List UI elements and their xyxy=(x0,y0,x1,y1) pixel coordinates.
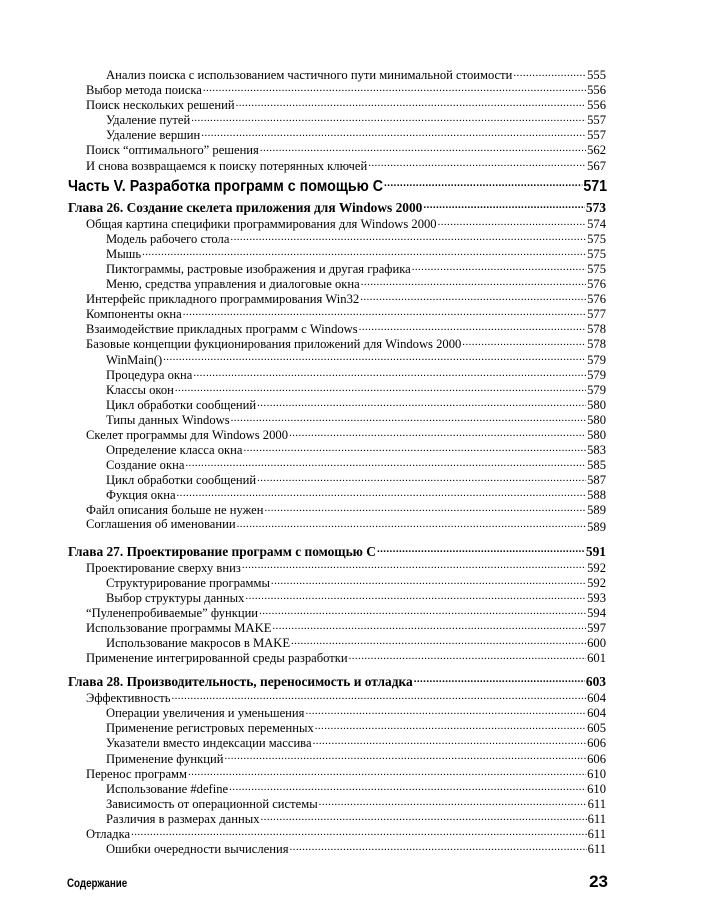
entry-page-number: 587 xyxy=(587,473,606,488)
entry-page-number: 597 xyxy=(587,620,606,635)
dot-leader xyxy=(201,129,586,139)
toc-entry[interactable] xyxy=(86,113,606,128)
entry-title: Взаимодействие прикладных программ с Windows xyxy=(86,322,358,337)
page-footer xyxy=(67,872,608,892)
entry-page-number: 583 xyxy=(587,443,606,458)
entry-title: Проектирование сверху вниз xyxy=(86,560,241,575)
entry-page-number: 594 xyxy=(587,605,606,620)
toc-entry[interactable] xyxy=(86,736,606,751)
entry-title: Определение класса окна xyxy=(106,443,243,458)
entry-title: Использование программы MAKE xyxy=(86,620,272,635)
entry-page-number: 585 xyxy=(587,458,606,473)
entry-page-number: 574 xyxy=(587,216,606,231)
dot-leader xyxy=(377,546,585,556)
toc-entry[interactable] xyxy=(86,383,606,398)
entry-page-number: 603 xyxy=(585,674,606,690)
entry-title: Поиск “оптимального” решения xyxy=(86,143,259,158)
toc-entry[interactable] xyxy=(86,98,606,113)
entry-title: Цикл обработки сообщений xyxy=(106,397,257,412)
entry-title: Модель рабочего стола xyxy=(106,231,230,246)
entry-title: Классы окон xyxy=(106,382,174,397)
entry-title: Анализ поиска с использованием частичного пути минимальной стоимости xyxy=(106,68,513,82)
entry-title: Перенос программ xyxy=(86,766,187,781)
toc-entry[interactable] xyxy=(86,368,606,383)
entry-page-number: 575 xyxy=(587,246,606,261)
entry-title: Процедура окна xyxy=(106,367,193,382)
toc-chapter-heading[interactable] xyxy=(68,199,606,217)
entry-title: Применение функций xyxy=(106,751,224,766)
entry-page-number: 567 xyxy=(587,158,606,173)
entry-title: Цикл обработки сообщений xyxy=(106,473,257,488)
dot-leader xyxy=(271,577,586,587)
entry-page-number: 591 xyxy=(585,543,606,559)
entry-title: Использование #define xyxy=(106,781,229,796)
toc-entry[interactable] xyxy=(86,621,606,636)
toc-entry[interactable] xyxy=(86,782,606,797)
toc-entry[interactable] xyxy=(86,752,606,767)
toc-entry[interactable] xyxy=(86,292,606,307)
entry-title: Меню, средства управления и диалоговые окна xyxy=(106,277,360,292)
entry-page-number: 576 xyxy=(587,277,606,292)
entry-page-number: 579 xyxy=(587,382,606,397)
dot-leader xyxy=(183,308,586,318)
entry-title: Базовые концепции фукционирования приложений для Windows 2000 xyxy=(86,337,462,352)
entry-title: Глава 28. Производительность, переносимость и отладка xyxy=(68,674,413,690)
toc-entry[interactable] xyxy=(86,842,606,857)
entry-title: Общая картина специфики программирования для Windows 2000 xyxy=(86,216,437,231)
dot-leader xyxy=(261,813,587,823)
toc-entry[interactable] xyxy=(86,413,606,428)
dot-leader xyxy=(412,263,586,273)
dot-leader xyxy=(193,369,586,379)
toc-entry[interactable] xyxy=(86,128,606,143)
toc-entry[interactable] xyxy=(86,812,606,827)
entry-page-number: 579 xyxy=(587,367,606,382)
toc-entry[interactable] xyxy=(86,262,606,277)
entry-page-number: 577 xyxy=(587,307,606,322)
dot-leader xyxy=(272,622,586,632)
dot-leader xyxy=(384,181,582,191)
entry-title: Типы данных Windows xyxy=(106,412,230,427)
entry-page-number: 611 xyxy=(587,842,606,857)
dot-leader xyxy=(177,489,587,499)
toc-entry[interactable] xyxy=(86,322,606,337)
entry-title: Эффективность xyxy=(86,691,171,706)
entry-title: Файл описания больше не нужен xyxy=(86,503,264,518)
entry-page-number: 601 xyxy=(587,651,606,666)
toc-entry[interactable] xyxy=(86,721,606,736)
entry-title: Выбор структуры данных xyxy=(106,590,245,605)
entry-page-number: 605 xyxy=(587,721,606,736)
dot-leader xyxy=(245,592,586,602)
toc-entry[interactable] xyxy=(86,428,606,443)
entry-page-number: 611 xyxy=(587,796,606,811)
entry-page-number: 571 xyxy=(583,177,608,195)
toc-entry[interactable] xyxy=(86,458,606,473)
entry-title: Создание окна xyxy=(106,458,185,473)
entry-page-number: 555 xyxy=(587,68,606,82)
entry-page-number: 606 xyxy=(587,736,606,751)
toc-entry[interactable] xyxy=(86,516,606,536)
dot-leader xyxy=(315,722,586,732)
entry-title: Мышь xyxy=(106,246,142,261)
entry-page-number: 593 xyxy=(587,590,606,605)
entry-title: Указатели вместо индексации массива xyxy=(106,736,312,751)
entry-page-number: 578 xyxy=(587,337,606,352)
entry-page-number: 592 xyxy=(587,560,606,575)
entry-page-number: 575 xyxy=(587,261,606,276)
dot-leader xyxy=(289,429,586,439)
toc-chapter-heading[interactable] xyxy=(68,673,606,691)
entry-page-number: 604 xyxy=(587,691,606,706)
toc-entry[interactable] xyxy=(86,443,606,458)
dot-leader xyxy=(368,160,586,170)
dot-leader xyxy=(243,444,586,454)
entry-page-number: 573 xyxy=(585,199,606,215)
entry-page-number: 604 xyxy=(587,706,606,721)
dot-leader xyxy=(259,607,586,617)
entry-page-number: 556 xyxy=(587,83,606,98)
toc-entry[interactable] xyxy=(86,797,606,812)
entry-title: Фукция окна xyxy=(106,488,176,503)
entry-title: Структурирование программы xyxy=(106,575,270,590)
dot-leader xyxy=(242,562,586,572)
toc-entry[interactable] xyxy=(86,591,606,606)
entry-page-number: 610 xyxy=(587,766,606,781)
page-number: 23 xyxy=(589,872,608,891)
toc-chapter-heading[interactable] xyxy=(68,543,606,561)
entry-page-number: 580 xyxy=(587,397,606,412)
dot-leader xyxy=(142,248,586,258)
entry-title: Зависимость от операционной системы xyxy=(106,796,318,811)
entry-title: Соглашения об именовании xyxy=(86,516,236,531)
toc-entry[interactable] xyxy=(86,353,606,368)
dot-leader xyxy=(361,278,586,288)
entry-page-number: 611 xyxy=(587,827,606,842)
entry-title: Глава 27. Проектирование программ с помощью С xyxy=(68,543,376,559)
dot-leader xyxy=(131,828,586,838)
toc-entry[interactable] xyxy=(86,767,606,782)
entry-title: Скелет программы для Windows 2000 xyxy=(86,427,288,442)
dot-leader xyxy=(260,144,586,154)
toc-entry[interactable] xyxy=(86,827,606,842)
dot-leader xyxy=(423,202,585,212)
running-footer-section: Содержание xyxy=(67,878,128,890)
toc-part-heading[interactable] xyxy=(68,177,607,197)
entry-page-number: 562 xyxy=(587,143,606,158)
toc-entry[interactable] xyxy=(86,217,606,232)
entry-title: Удаление путей xyxy=(106,113,191,128)
dot-leader xyxy=(231,414,586,424)
toc-entry[interactable] xyxy=(86,277,606,292)
dot-leader xyxy=(313,737,587,747)
dot-leader xyxy=(462,338,586,348)
entry-page-number: 578 xyxy=(587,322,606,337)
toc-entry[interactable] xyxy=(86,561,606,576)
toc-entry[interactable] xyxy=(86,651,606,666)
entry-page-number: 580 xyxy=(587,427,606,442)
toc-entry[interactable] xyxy=(86,691,606,706)
entry-title: Применение регистровых переменных xyxy=(106,721,314,736)
dot-leader xyxy=(224,753,586,763)
toc-entry[interactable] xyxy=(86,706,606,721)
toc-entry[interactable] xyxy=(86,232,606,247)
dot-leader xyxy=(185,459,586,469)
dot-leader xyxy=(291,637,586,647)
entry-title: Поиск нескольких решений xyxy=(86,98,235,113)
entry-page-number: 592 xyxy=(587,575,606,590)
dot-leader xyxy=(305,707,586,717)
toc-entry[interactable] xyxy=(86,398,606,413)
entry-title: Использование макросов в MAKE xyxy=(106,636,291,650)
toc-entry[interactable] xyxy=(86,473,606,488)
dot-leader xyxy=(163,354,586,364)
toc-entry[interactable] xyxy=(86,143,606,158)
toc-entry[interactable] xyxy=(86,488,606,503)
toc-entry[interactable] xyxy=(86,576,606,591)
dot-leader xyxy=(191,114,586,124)
toc-entry[interactable] xyxy=(86,247,606,262)
toc-entry[interactable] xyxy=(86,68,606,83)
entry-page-number: 589 xyxy=(587,503,606,518)
entry-page-number: 579 xyxy=(587,352,606,367)
entry-page-number: 575 xyxy=(587,231,606,246)
dot-leader xyxy=(349,652,586,662)
dot-leader xyxy=(175,384,586,394)
entry-page-number: 588 xyxy=(587,488,606,503)
entry-title: И снова возвращаемся к поиску потерянных ключей xyxy=(86,158,368,173)
entry-title: Глава 26. Создание скелета приложения для Windows 2000 xyxy=(68,199,423,215)
entry-page-number: 610 xyxy=(587,781,606,796)
entry-title: “Пуленепробиваемые” функции xyxy=(86,605,259,620)
dot-leader xyxy=(236,99,587,109)
dot-leader xyxy=(229,783,586,793)
entry-title: Удаление вершин xyxy=(106,128,201,143)
dot-leader xyxy=(171,692,586,702)
entry-title: Применение интегрированной среды разработки xyxy=(86,651,348,666)
toc-entry[interactable] xyxy=(86,337,606,352)
dot-leader xyxy=(290,843,587,853)
table-of-contents xyxy=(68,68,608,857)
entry-page-number: 576 xyxy=(587,292,606,307)
entry-title: Пиктограммы, растровые изображения и другая графика xyxy=(106,261,411,276)
entry-title: Ошибки очередности вычисления xyxy=(106,842,289,857)
entry-title: Различия в размерах данных xyxy=(106,811,260,826)
dot-leader xyxy=(188,768,586,778)
dot-leader xyxy=(257,399,586,409)
dot-leader xyxy=(203,84,586,94)
entry-page-number: 606 xyxy=(587,751,606,766)
dot-leader xyxy=(319,798,587,808)
dot-leader xyxy=(438,218,587,228)
toc-entry[interactable] xyxy=(86,636,606,651)
dot-leader xyxy=(359,323,586,333)
entry-title: Отладка xyxy=(86,827,131,842)
toc-entry[interactable] xyxy=(86,307,606,322)
toc-entry[interactable] xyxy=(86,159,606,174)
toc-entry[interactable] xyxy=(86,606,606,621)
entry-page-number: 557 xyxy=(587,113,606,128)
entry-page-number: 556 xyxy=(587,98,606,113)
entry-page-number: 589 xyxy=(587,519,606,534)
entry-title: Операции увеличения и уменьшения xyxy=(106,706,305,721)
entry-title: Компоненты окна xyxy=(86,307,182,322)
dot-leader xyxy=(414,676,585,686)
dot-leader xyxy=(257,474,586,484)
entry-page-number: 600 xyxy=(587,636,606,650)
entry-page-number: 611 xyxy=(587,811,606,826)
dot-leader xyxy=(237,521,587,531)
dot-leader xyxy=(360,293,586,303)
dot-leader xyxy=(264,504,586,514)
entry-title: Выбор метода поиска xyxy=(86,83,202,98)
entry-page-number: 557 xyxy=(587,128,606,143)
entry-title: Интерфейс прикладного программирования Win32 xyxy=(86,292,360,307)
dot-leader xyxy=(230,233,586,243)
dot-leader xyxy=(513,69,586,79)
entry-title: WinMain() xyxy=(106,352,163,367)
entry-title: Часть V. Разработка программ с помощью С xyxy=(68,177,384,195)
toc-entry[interactable] xyxy=(86,83,606,98)
entry-page-number: 580 xyxy=(587,412,606,427)
